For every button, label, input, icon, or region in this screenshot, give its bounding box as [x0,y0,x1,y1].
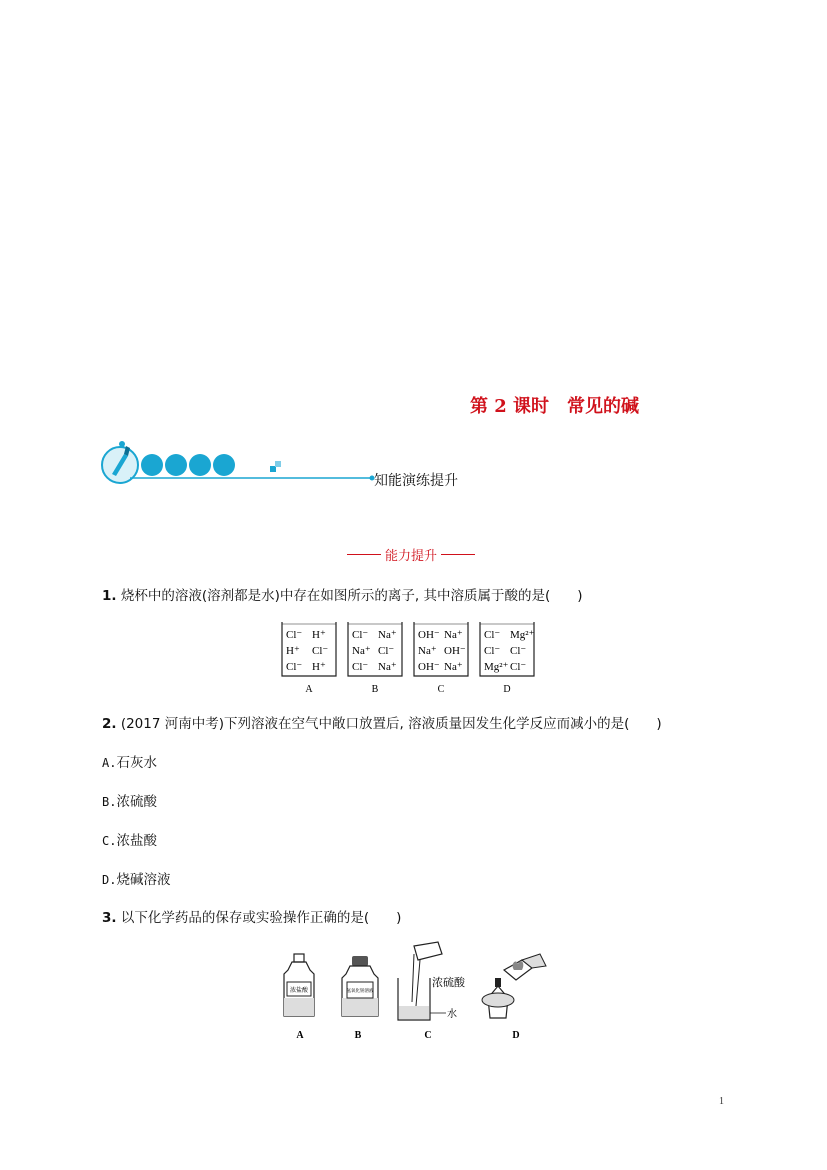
section-rule-left [347,554,381,555]
option-c [102,829,157,849]
ion-label: OH⁻ [418,629,440,641]
beaker-label: D [503,684,511,695]
option-text: 石灰水 [116,755,157,771]
ion-label: H⁺ [286,645,300,657]
ion-label: Na⁺ [378,629,397,641]
question-3 [102,906,401,926]
option-text: 烧碱溶液 [116,872,171,888]
brush-logo-icon [102,441,138,483]
option-a [102,751,157,771]
beaker-a [282,622,336,695]
ion-label: Cl⁻ [352,661,369,673]
fig-label-d: D [512,1030,520,1041]
ion-label: Cl⁻ [484,629,501,641]
acid-label: 浓硫酸 [432,977,465,989]
option-b [102,790,157,810]
ion-label: Mg²⁺ [510,629,535,641]
ion-label: OH⁻ [418,661,440,673]
question-text: 烧杯中的溶液(溶剂都是水)中存在如图所示的离子, 其中溶质属于酸的是( ) [120,588,583,604]
banner-label: 知能演练提升 [374,473,458,489]
fig-label-c: C [424,1030,432,1041]
beaker-label: A [305,684,313,695]
beaker-b [348,622,402,695]
question-1 [102,584,582,604]
beaker-label: C [437,684,445,695]
ion-label: Cl⁻ [286,661,303,673]
ion-label: Cl⁻ [286,629,303,641]
ion-label: Cl⁻ [510,661,527,673]
ion-label: Cl⁻ [312,645,329,657]
question-text: 以下化学药品的保存或实验操作正确的是( ) [120,910,402,926]
ion-label: Na⁺ [444,629,463,641]
ion-label: Na⁺ [378,661,397,673]
question-number: 3. [102,910,117,926]
beaker-d [480,622,535,695]
lab-operations-figure [270,940,560,1044]
question-2 [102,712,662,732]
option-letter: B. [102,795,117,809]
ion-label: Cl⁻ [484,645,501,657]
ion-label: OH⁻ [444,645,466,657]
water-label: 水 [447,1009,457,1020]
page-number: 1 [719,1096,724,1107]
fig-label-a: A [296,1030,304,1041]
reagent-bottle-b-icon [342,956,378,1016]
question-number: 1. [102,588,117,604]
option-letter: A. [102,756,117,770]
option-letter: D. [102,873,117,887]
beaker-label: B [371,684,379,695]
alcohol-lamp-icon [482,954,546,1018]
reagent-bottle-a-icon [284,954,314,1016]
fig-label-b: B [354,1030,362,1041]
ion-label: Cl⁻ [352,629,369,641]
option-d [102,868,170,888]
section-rule-right [441,554,475,555]
ion-label: Na⁺ [418,645,437,657]
beaker-c [414,622,468,695]
section-heading [347,545,475,564]
ion-label: H⁺ [312,661,326,673]
section-label: 能力提升 [385,549,438,564]
beakers-figure [276,618,556,696]
ion-label: Mg²⁺ [484,661,509,673]
question-text: (2017 河南中考)下列溶液在空气中敞口放置后, 溶液质量因发生化学反应而减小的是( ) [120,716,662,732]
ion-label: H⁺ [312,629,326,641]
question-number: 2. [102,716,117,732]
ion-label: Cl⁻ [378,645,395,657]
ion-label: Na⁺ [352,645,371,657]
option-text: 浓盐酸 [116,833,157,849]
ion-label: Cl⁻ [510,645,527,657]
bottle-a-label: 浓盐酸 [289,988,309,994]
ion-label: Na⁺ [444,661,463,673]
option-text: 浓硫酸 [116,794,157,810]
page-title: 第 2 课时 常见的碱 [470,396,640,417]
bottle-b-label: 氢氧化钠溶液 [346,988,374,993]
option-letter: C. [102,834,117,848]
